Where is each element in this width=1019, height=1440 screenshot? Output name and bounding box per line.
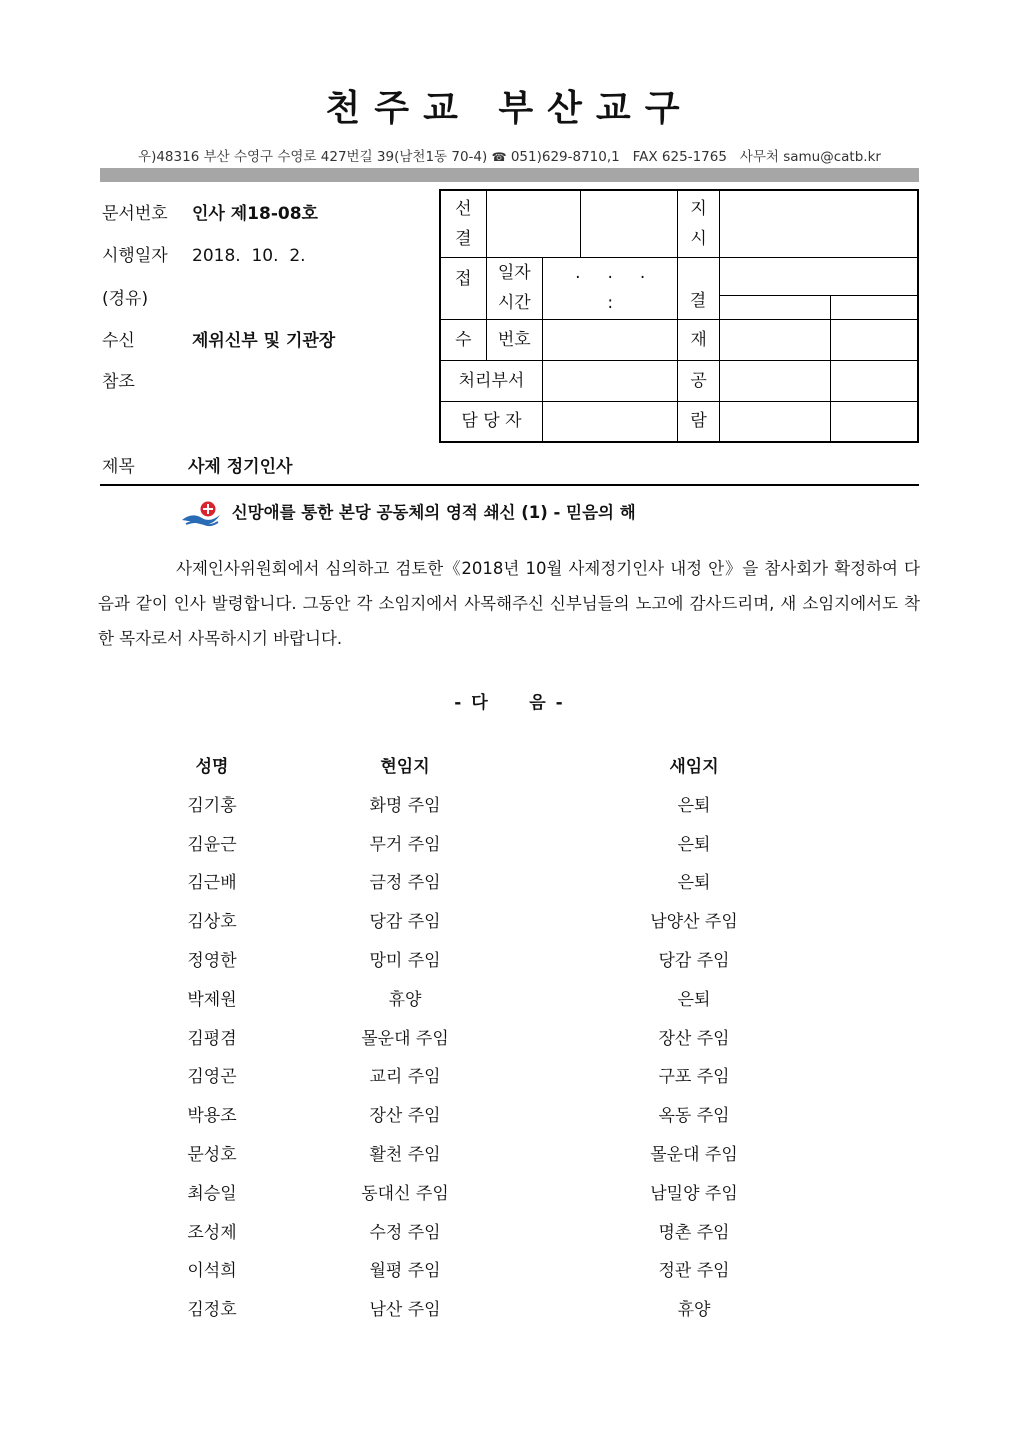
document-title: 천주교 부산교구 xyxy=(325,88,694,129)
personnel-list xyxy=(0,752,1019,1334)
sungyeol-slot-2 xyxy=(581,190,678,257)
list-header xyxy=(0,752,1019,791)
recipient-row xyxy=(102,326,335,351)
person-name: 정영한 xyxy=(187,950,237,971)
dept-label: 처리부서 xyxy=(440,360,542,401)
table-row xyxy=(0,946,1019,985)
person-name: 김윤근 xyxy=(187,834,237,855)
table-row xyxy=(0,1179,1019,1218)
new-post: 은퇴 xyxy=(677,989,711,1010)
current-post: 남산 주임 xyxy=(369,1300,441,1321)
new-post: 은퇴 xyxy=(677,873,711,894)
sungyeol-label: 선 결 xyxy=(440,190,486,257)
current-post: 수정 주임 xyxy=(369,1222,441,1243)
review-label-2: 재 xyxy=(678,319,719,360)
new-post: 휴양 xyxy=(677,1300,711,1321)
table-row xyxy=(0,1101,1019,1140)
instruction-slot-ext xyxy=(719,257,918,295)
date-label: 시행일자 xyxy=(102,246,168,266)
person-name: 김영곤 xyxy=(187,1067,237,1088)
new-post: 은퇴 xyxy=(677,795,711,816)
new-post: 정관 주임 xyxy=(658,1261,730,1282)
new-post: 당감 주임 xyxy=(658,950,730,971)
date-time-value: . . . : xyxy=(542,257,678,319)
phone: 051)629-8710,1 xyxy=(510,149,620,165)
current-post: 동대신 주임 xyxy=(361,1183,449,1204)
table-row xyxy=(0,868,1019,907)
new-post: 옥동 주임 xyxy=(658,1106,730,1127)
new-post: 구포 주임 xyxy=(658,1067,730,1088)
table-row xyxy=(0,830,1019,869)
person-name: 박용조 xyxy=(187,1106,237,1127)
sungyeol-slot-1 xyxy=(486,190,580,257)
current-post: 장산 주임 xyxy=(369,1106,441,1127)
table-row xyxy=(0,1062,1019,1101)
review-label-4: 람 xyxy=(678,401,719,442)
review-slot-0a xyxy=(719,295,830,319)
motto xyxy=(180,499,636,528)
current-post: 활천 주임 xyxy=(369,1144,441,1165)
date-value: 2018. 10. 2. xyxy=(192,246,306,266)
dept-value xyxy=(542,360,678,401)
receipt-label-bottom: 수 xyxy=(440,319,486,360)
new-post: 은퇴 xyxy=(677,834,711,855)
header-new: 새임지 xyxy=(669,757,719,777)
subject-row xyxy=(102,452,292,477)
email: samu@catb.kr xyxy=(783,149,881,165)
person-name: 김정호 xyxy=(187,1300,237,1321)
new-post: 남양산 주임 xyxy=(650,912,738,933)
instruction-label: 지 시 xyxy=(678,190,719,257)
current-post: 화명 주임 xyxy=(369,795,441,816)
header-current: 현임지 xyxy=(380,757,430,777)
person-name: 김상호 xyxy=(187,912,237,933)
person-name: 박제원 xyxy=(187,989,237,1010)
table-row xyxy=(0,791,1019,830)
current-post: 금정 주임 xyxy=(369,873,441,894)
number-value xyxy=(542,319,678,360)
person-name: 최승일 xyxy=(187,1183,237,1204)
current-post: 월평 주임 xyxy=(369,1261,441,1282)
new-post: 남밀양 주임 xyxy=(650,1183,738,1204)
doc-number-row xyxy=(102,199,318,224)
review-label-1: 결 xyxy=(689,291,707,311)
manager-label: 담 당 자 xyxy=(440,401,542,442)
review-slot-0b xyxy=(831,295,918,319)
new-post: 명촌 주임 xyxy=(658,1222,730,1243)
subject-text: 사제 정기인사 xyxy=(188,457,293,477)
person-name: 김평겸 xyxy=(187,1028,237,1049)
recipient-label: 수신 xyxy=(102,331,135,351)
table-row xyxy=(0,1218,1019,1257)
manager-value xyxy=(542,401,678,442)
person-name: 김기홍 xyxy=(187,795,237,816)
reference-label: 참조 xyxy=(102,372,135,392)
dasu-heading: - 다 음 - xyxy=(454,693,565,713)
person-name: 조성제 xyxy=(187,1222,237,1243)
table-row xyxy=(0,907,1019,946)
review-slot-2b xyxy=(831,360,918,401)
person-name: 이석희 xyxy=(187,1261,237,1282)
telephone-icon: ☎ xyxy=(491,150,507,164)
header-name: 성명 xyxy=(195,757,229,777)
diocese-logo-icon xyxy=(180,500,222,528)
header-band xyxy=(100,168,919,182)
person-name: 문성호 xyxy=(187,1144,237,1165)
table-row xyxy=(0,1024,1019,1063)
person-name: 김근배 xyxy=(187,873,237,894)
new-post: 몰운대 주임 xyxy=(650,1144,738,1165)
body-text: 사제인사위원회에서 심의하고 검토한《2018년 10월 사제정기인사 내정 안》을 참사회가 확정하여 다음과 같이 인사 발령합니다. 그동안 각 소임지에서 사목해주신 신부님들의 노고에 감사드리며, 새 소임지에서도 착한 목자로서 사목하시기 바랍니다. xyxy=(98,559,920,648)
office-label: 사무처 xyxy=(739,149,779,165)
doc-number: 인사 제18-08호 xyxy=(192,204,318,224)
review-slot-2a xyxy=(719,360,830,401)
review-slot-3b xyxy=(831,401,918,442)
receipt-label-top: 접 xyxy=(440,257,486,319)
via-row xyxy=(102,284,148,309)
review-label-3: 공 xyxy=(678,360,719,401)
table-row xyxy=(0,1140,1019,1179)
fax: FAX 625-1765 xyxy=(632,149,727,165)
reference-row xyxy=(102,367,135,392)
review-slot-1a xyxy=(719,319,830,360)
review-slot-1b xyxy=(831,319,918,360)
instruction-slot xyxy=(719,190,918,257)
via-label: (경유) xyxy=(102,289,149,309)
table-row xyxy=(0,985,1019,1024)
current-post: 망미 주임 xyxy=(369,950,441,971)
date-time-label: 일자 시간 xyxy=(486,257,542,319)
number-label: 번호 xyxy=(486,319,542,360)
current-post: 몰운대 주임 xyxy=(361,1028,449,1049)
current-post: 휴양 xyxy=(388,989,422,1010)
current-post: 교리 주임 xyxy=(369,1067,441,1088)
subject-label: 제목 xyxy=(102,457,135,477)
address-line xyxy=(0,145,1019,165)
address: 우)48316 부산 수영구 수영로 427번길 39(남천1동 70-4) xyxy=(138,149,488,165)
table-row xyxy=(0,1256,1019,1295)
current-post: 무거 주임 xyxy=(369,834,441,855)
current-post: 당감 주임 xyxy=(369,912,441,933)
recipient: 제위신부 및 기관장 xyxy=(192,331,336,351)
doc-number-label: 문서번호 xyxy=(102,204,168,224)
new-post: 장산 주임 xyxy=(658,1028,730,1049)
review-slot-3a xyxy=(719,401,830,442)
motto-text: 신망애를 통한 본당 공동체의 영적 쇄신 (1) - 믿음의 해 xyxy=(231,503,636,522)
body-paragraph xyxy=(98,551,920,656)
approval-table xyxy=(439,189,919,443)
date-row xyxy=(102,241,306,266)
divider xyxy=(100,484,919,486)
table-row xyxy=(0,1295,1019,1334)
